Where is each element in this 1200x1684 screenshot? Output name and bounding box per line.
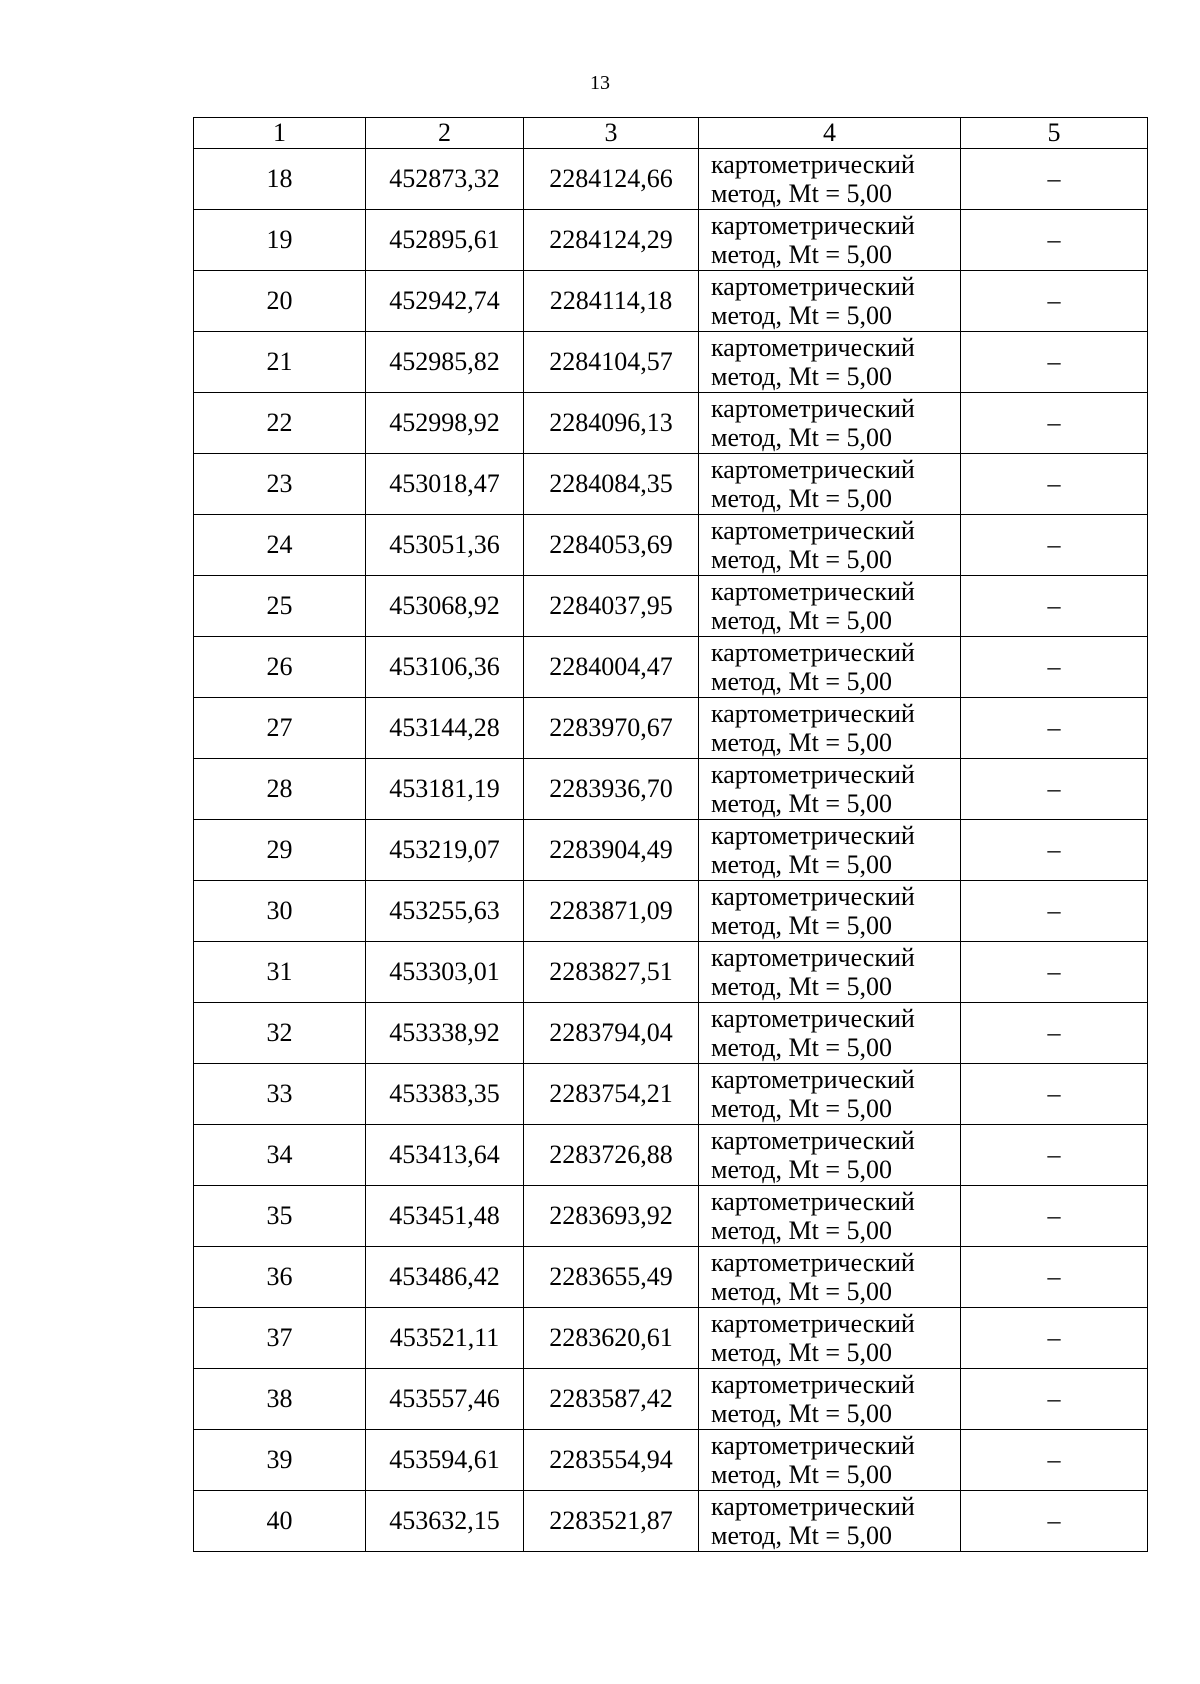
x-coordinate-cell: 452985,82 bbox=[366, 332, 524, 393]
table-row bbox=[194, 1003, 1148, 1064]
point-number-cell: 23 bbox=[194, 454, 366, 515]
note-cell: – bbox=[961, 942, 1148, 1003]
x-coordinate-cell: 453068,92 bbox=[366, 576, 524, 637]
table-row bbox=[194, 1064, 1148, 1125]
x-coordinate-cell: 453486,42 bbox=[366, 1247, 524, 1308]
method-cell bbox=[699, 1491, 961, 1552]
method-line-2: метод, Mt = 5,00 bbox=[711, 789, 892, 818]
point-number-cell: 40 bbox=[194, 1491, 366, 1552]
point-number-cell: 28 bbox=[194, 759, 366, 820]
note-cell: – bbox=[961, 637, 1148, 698]
header-col-3: 3 bbox=[524, 118, 699, 149]
method-line-2: метод, Mt = 5,00 bbox=[711, 1155, 892, 1184]
method-line-2: метод, Mt = 5,00 bbox=[711, 179, 892, 208]
note-cell: – bbox=[961, 820, 1148, 881]
method-line-1: картометрический bbox=[711, 272, 915, 301]
point-number-cell: 36 bbox=[194, 1247, 366, 1308]
table-header bbox=[194, 118, 1148, 149]
method-line-2: метод, Mt = 5,00 bbox=[711, 362, 892, 391]
point-number-cell: 22 bbox=[194, 393, 366, 454]
y-coordinate-cell: 2284037,95 bbox=[524, 576, 699, 637]
header-col-5: 5 bbox=[961, 118, 1148, 149]
method-line-2: метод, Mt = 5,00 bbox=[711, 240, 892, 269]
method-line-1: картометрический bbox=[711, 394, 915, 423]
method-line-1: картометрический bbox=[711, 699, 915, 728]
x-coordinate-cell: 453594,61 bbox=[366, 1430, 524, 1491]
y-coordinate-cell: 2284104,57 bbox=[524, 332, 699, 393]
y-coordinate-cell: 2283970,67 bbox=[524, 698, 699, 759]
note-cell: – bbox=[961, 576, 1148, 637]
x-coordinate-cell: 453219,07 bbox=[366, 820, 524, 881]
y-coordinate-cell: 2284124,29 bbox=[524, 210, 699, 271]
table-row bbox=[194, 1491, 1148, 1552]
point-number-cell: 32 bbox=[194, 1003, 366, 1064]
note-cell: – bbox=[961, 1247, 1148, 1308]
point-number-cell: 37 bbox=[194, 1308, 366, 1369]
table-row bbox=[194, 576, 1148, 637]
method-line-2: метод, Mt = 5,00 bbox=[711, 1338, 892, 1367]
x-coordinate-cell: 453303,01 bbox=[366, 942, 524, 1003]
x-coordinate-cell: 453383,35 bbox=[366, 1064, 524, 1125]
method-line-1: картометрический bbox=[711, 760, 915, 789]
y-coordinate-cell: 2283936,70 bbox=[524, 759, 699, 820]
method-cell bbox=[699, 576, 961, 637]
method-cell bbox=[699, 1186, 961, 1247]
coordinates-table bbox=[193, 117, 1148, 1552]
y-coordinate-cell: 2283754,21 bbox=[524, 1064, 699, 1125]
point-number-cell: 26 bbox=[194, 637, 366, 698]
method-line-2: метод, Mt = 5,00 bbox=[711, 1277, 892, 1306]
method-cell bbox=[699, 942, 961, 1003]
table-row bbox=[194, 881, 1148, 942]
x-coordinate-cell: 453106,36 bbox=[366, 637, 524, 698]
x-coordinate-cell: 453451,48 bbox=[366, 1186, 524, 1247]
note-cell: – bbox=[961, 210, 1148, 271]
y-coordinate-cell: 2284084,35 bbox=[524, 454, 699, 515]
method-line-1: картометрический bbox=[711, 821, 915, 850]
point-number-cell: 19 bbox=[194, 210, 366, 271]
method-line-2: метод, Mt = 5,00 bbox=[711, 1399, 892, 1428]
y-coordinate-cell: 2284124,66 bbox=[524, 149, 699, 210]
method-line-1: картометрический bbox=[711, 577, 915, 606]
point-number-cell: 34 bbox=[194, 1125, 366, 1186]
table-row bbox=[194, 1247, 1148, 1308]
note-cell: – bbox=[961, 1430, 1148, 1491]
method-cell bbox=[699, 149, 961, 210]
method-cell bbox=[699, 1003, 961, 1064]
point-number-cell: 33 bbox=[194, 1064, 366, 1125]
method-line-1: картометрический bbox=[711, 943, 915, 972]
table-row bbox=[194, 210, 1148, 271]
x-coordinate-cell: 453255,63 bbox=[366, 881, 524, 942]
note-cell: – bbox=[961, 1186, 1148, 1247]
method-cell bbox=[699, 820, 961, 881]
method-line-2: метод, Mt = 5,00 bbox=[711, 606, 892, 635]
y-coordinate-cell: 2283655,49 bbox=[524, 1247, 699, 1308]
table-row bbox=[194, 698, 1148, 759]
method-line-1: картометрический bbox=[711, 1248, 915, 1277]
x-coordinate-cell: 452873,32 bbox=[366, 149, 524, 210]
point-number-cell: 31 bbox=[194, 942, 366, 1003]
x-coordinate-cell: 453181,19 bbox=[366, 759, 524, 820]
x-coordinate-cell: 452895,61 bbox=[366, 210, 524, 271]
table-row bbox=[194, 942, 1148, 1003]
method-line-2: метод, Mt = 5,00 bbox=[711, 728, 892, 757]
method-line-1: картометрический bbox=[711, 455, 915, 484]
table-row bbox=[194, 271, 1148, 332]
table-row bbox=[194, 149, 1148, 210]
method-cell bbox=[699, 759, 961, 820]
table-row bbox=[194, 1369, 1148, 1430]
y-coordinate-cell: 2283827,51 bbox=[524, 942, 699, 1003]
method-line-2: метод, Mt = 5,00 bbox=[711, 1094, 892, 1123]
x-coordinate-cell: 453338,92 bbox=[366, 1003, 524, 1064]
method-cell bbox=[699, 1064, 961, 1125]
note-cell: – bbox=[961, 1125, 1148, 1186]
header-col-1: 1 bbox=[194, 118, 366, 149]
method-cell bbox=[699, 1369, 961, 1430]
x-coordinate-cell: 453051,36 bbox=[366, 515, 524, 576]
point-number-cell: 38 bbox=[194, 1369, 366, 1430]
point-number-cell: 20 bbox=[194, 271, 366, 332]
y-coordinate-cell: 2283554,94 bbox=[524, 1430, 699, 1491]
x-coordinate-cell: 452998,92 bbox=[366, 393, 524, 454]
table-row bbox=[194, 393, 1148, 454]
point-number-cell: 39 bbox=[194, 1430, 366, 1491]
note-cell: – bbox=[961, 881, 1148, 942]
method-line-2: метод, Mt = 5,00 bbox=[711, 484, 892, 513]
header-col-4: 4 bbox=[699, 118, 961, 149]
y-coordinate-cell: 2283871,09 bbox=[524, 881, 699, 942]
method-line-1: картометрический bbox=[711, 1431, 915, 1460]
y-coordinate-cell: 2283521,87 bbox=[524, 1491, 699, 1552]
method-line-1: картометрический bbox=[711, 333, 915, 362]
method-line-2: метод, Mt = 5,00 bbox=[711, 301, 892, 330]
method-line-2: метод, Mt = 5,00 bbox=[711, 1033, 892, 1062]
method-line-1: картометрический bbox=[711, 882, 915, 911]
point-number-cell: 24 bbox=[194, 515, 366, 576]
method-cell bbox=[699, 881, 961, 942]
method-cell bbox=[699, 1125, 961, 1186]
note-cell: – bbox=[961, 1491, 1148, 1552]
method-line-1: картометрический bbox=[711, 1004, 915, 1033]
x-coordinate-cell: 453521,11 bbox=[366, 1308, 524, 1369]
y-coordinate-cell: 2284053,69 bbox=[524, 515, 699, 576]
method-line-1: картометрический bbox=[711, 150, 915, 179]
table-row bbox=[194, 1430, 1148, 1491]
method-line-1: картометрический bbox=[711, 1370, 915, 1399]
x-coordinate-cell: 453018,47 bbox=[366, 454, 524, 515]
note-cell: – bbox=[961, 698, 1148, 759]
table-row bbox=[194, 515, 1148, 576]
table-row bbox=[194, 332, 1148, 393]
x-coordinate-cell: 453557,46 bbox=[366, 1369, 524, 1430]
page-number: 13 bbox=[590, 72, 610, 94]
note-cell: – bbox=[961, 1064, 1148, 1125]
header-row bbox=[194, 118, 1148, 149]
method-line-2: метод, Mt = 5,00 bbox=[711, 1216, 892, 1245]
method-line-1: картометрический bbox=[711, 1492, 915, 1521]
method-line-1: картометрический bbox=[711, 1309, 915, 1338]
method-line-2: метод, Mt = 5,00 bbox=[711, 545, 892, 574]
method-cell bbox=[699, 1430, 961, 1491]
point-number-cell: 21 bbox=[194, 332, 366, 393]
method-cell bbox=[699, 1247, 961, 1308]
x-coordinate-cell: 452942,74 bbox=[366, 271, 524, 332]
method-cell bbox=[699, 210, 961, 271]
y-coordinate-cell: 2284004,47 bbox=[524, 637, 699, 698]
method-line-2: метод, Mt = 5,00 bbox=[711, 1460, 892, 1489]
x-coordinate-cell: 453144,28 bbox=[366, 698, 524, 759]
y-coordinate-cell: 2283587,42 bbox=[524, 1369, 699, 1430]
note-cell: – bbox=[961, 1369, 1148, 1430]
note-cell: – bbox=[961, 759, 1148, 820]
table-row bbox=[194, 454, 1148, 515]
table-row bbox=[194, 637, 1148, 698]
method-line-2: метод, Mt = 5,00 bbox=[711, 667, 892, 696]
note-cell: – bbox=[961, 393, 1148, 454]
table-row bbox=[194, 1186, 1148, 1247]
method-line-1: картометрический bbox=[711, 211, 915, 240]
method-cell bbox=[699, 271, 961, 332]
method-cell bbox=[699, 637, 961, 698]
x-coordinate-cell: 453413,64 bbox=[366, 1125, 524, 1186]
point-number-cell: 30 bbox=[194, 881, 366, 942]
method-line-2: метод, Mt = 5,00 bbox=[711, 850, 892, 879]
note-cell: – bbox=[961, 1003, 1148, 1064]
method-line-1: картометрический bbox=[711, 1187, 915, 1216]
header-col-2: 2 bbox=[366, 118, 524, 149]
note-cell: – bbox=[961, 515, 1148, 576]
method-line-2: метод, Mt = 5,00 bbox=[711, 423, 892, 452]
method-cell bbox=[699, 332, 961, 393]
method-line-1: картометрический bbox=[711, 638, 915, 667]
method-cell bbox=[699, 393, 961, 454]
point-number-cell: 29 bbox=[194, 820, 366, 881]
y-coordinate-cell: 2283620,61 bbox=[524, 1308, 699, 1369]
method-cell bbox=[699, 1308, 961, 1369]
y-coordinate-cell: 2283794,04 bbox=[524, 1003, 699, 1064]
table-row bbox=[194, 759, 1148, 820]
x-coordinate-cell: 453632,15 bbox=[366, 1491, 524, 1552]
method-cell bbox=[699, 454, 961, 515]
method-line-1: картометрический bbox=[711, 1126, 915, 1155]
y-coordinate-cell: 2284114,18 bbox=[524, 271, 699, 332]
method-line-1: картометрический bbox=[711, 1065, 915, 1094]
y-coordinate-cell: 2283693,92 bbox=[524, 1186, 699, 1247]
note-cell: – bbox=[961, 271, 1148, 332]
note-cell: – bbox=[961, 332, 1148, 393]
table-row bbox=[194, 1125, 1148, 1186]
y-coordinate-cell: 2283726,88 bbox=[524, 1125, 699, 1186]
method-line-2: метод, Mt = 5,00 bbox=[711, 911, 892, 940]
method-cell bbox=[699, 515, 961, 576]
method-line-2: метод, Mt = 5,00 bbox=[711, 1521, 892, 1550]
point-number-cell: 25 bbox=[194, 576, 366, 637]
point-number-cell: 27 bbox=[194, 698, 366, 759]
method-line-2: метод, Mt = 5,00 bbox=[711, 972, 892, 1001]
table-row bbox=[194, 1308, 1148, 1369]
y-coordinate-cell: 2284096,13 bbox=[524, 393, 699, 454]
method-cell bbox=[699, 698, 961, 759]
point-number-cell: 35 bbox=[194, 1186, 366, 1247]
table-body bbox=[194, 149, 1148, 1552]
table-row bbox=[194, 820, 1148, 881]
y-coordinate-cell: 2283904,49 bbox=[524, 820, 699, 881]
note-cell: – bbox=[961, 1308, 1148, 1369]
note-cell: – bbox=[961, 149, 1148, 210]
note-cell: – bbox=[961, 454, 1148, 515]
method-line-1: картометрический bbox=[711, 516, 915, 545]
point-number-cell: 18 bbox=[194, 149, 366, 210]
